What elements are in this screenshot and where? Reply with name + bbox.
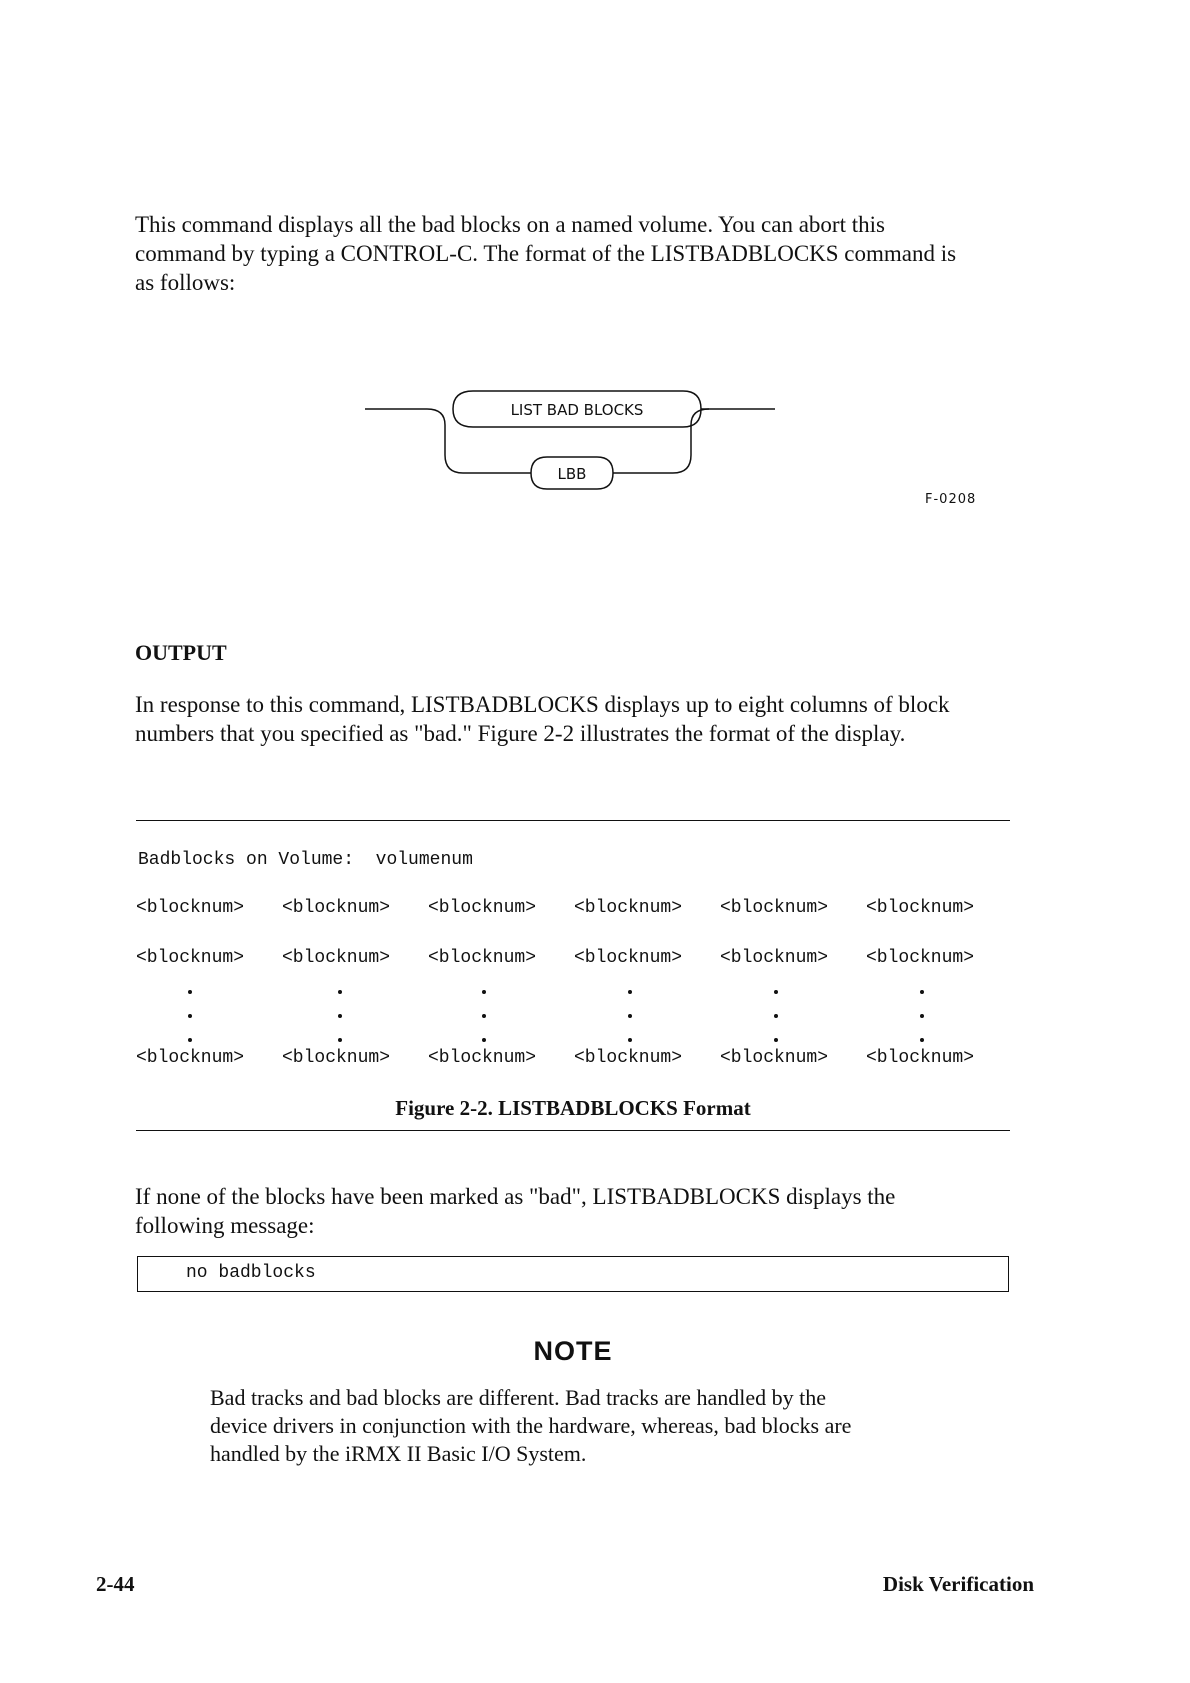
ellipsis-dot: [628, 1014, 632, 1018]
syntax-diagram: [365, 385, 785, 505]
entry-line: [365, 409, 531, 473]
intro-line: command by typing a CONTROL-C. The format of the LISTBADBLOCKS command is: [135, 241, 957, 266]
output-heading: OUTPUT: [135, 640, 227, 665]
blocknum-cell: <blocknum>: [428, 898, 537, 918]
blocknum-cell: <blocknum>: [282, 898, 391, 918]
blocknum-cell: <blocknum>: [282, 948, 391, 968]
output-paragraph: [135, 690, 1035, 748]
blocknum-cell: <blocknum>: [866, 1048, 975, 1068]
blocknum-cell: <blocknum>: [574, 898, 683, 918]
volume-line: [138, 850, 473, 870]
ellipsis-dot: [628, 1038, 632, 1042]
none-paragraph: [135, 1182, 1035, 1240]
blocknum-cell: <blocknum>: [282, 1048, 391, 1068]
ellipsis-dot: [920, 1038, 924, 1042]
blocknum-cell: <blocknum>: [136, 898, 245, 918]
ellipsis-dot: [482, 1038, 486, 1042]
ellipsis-dot: [188, 1014, 192, 1018]
figure-id: F-0208: [925, 492, 977, 507]
ellipsis-dot: [338, 1038, 342, 1042]
intro-paragraph: [135, 210, 1005, 297]
ellipsis-dot: [920, 1014, 924, 1018]
ellipsis-dot: [482, 1014, 486, 1018]
blocknum-cell: <blocknum>: [720, 898, 829, 918]
message-box: [137, 1256, 1009, 1292]
none-line: If none of the blocks have been marked as "bad", LISTBADBLOCKS displays the: [135, 1184, 896, 1209]
option-lbb: LBB: [557, 465, 587, 483]
blocknum-cell: <blocknum>: [720, 948, 829, 968]
page-number: 2-44: [96, 1572, 135, 1596]
blocknum-cell: <blocknum>: [866, 898, 975, 918]
blocknum-cell: <blocknum>: [574, 1048, 683, 1068]
output-line: In response to this command, LISTBADBLOCKS displays up to eight columns of block: [135, 692, 950, 717]
blocknum-cell: <blocknum>: [428, 948, 537, 968]
note-title: NOTE: [533, 1336, 613, 1366]
none-line: following message:: [135, 1213, 315, 1238]
blocknum-cell: <blocknum>: [720, 1048, 829, 1068]
blocknum-cell: <blocknum>: [136, 948, 245, 968]
ellipsis-dot: [774, 1038, 778, 1042]
note-line: Bad tracks and bad blocks are different. Bad tracks are handled by the: [210, 1385, 826, 1410]
ellipsis-dot: [338, 1014, 342, 1018]
section-title: Disk Verification: [882, 1572, 1034, 1596]
volume-value: volumenum: [375, 850, 473, 870]
note-line: device drivers in conjunction with the hardware, whereas, bad blocks are: [210, 1413, 852, 1438]
ellipsis-dot: [774, 990, 778, 994]
ellipsis-dot: [920, 990, 924, 994]
figure-top-rule: [136, 820, 1010, 821]
intro-line: as follows:: [135, 270, 236, 295]
figure-bottom-rule: [136, 1130, 1010, 1131]
blocknum-cell: <blocknum>: [866, 948, 975, 968]
ellipsis-dot: [338, 990, 342, 994]
ellipsis-dot: [628, 990, 632, 994]
ellipsis-dot: [188, 990, 192, 994]
blocknum-cell: <blocknum>: [574, 948, 683, 968]
no-badblocks-message: no badblocks: [186, 1263, 316, 1283]
ellipsis-dot: [774, 1014, 778, 1018]
note-body: [210, 1384, 970, 1468]
volume-label: Badblocks on Volume:: [138, 850, 355, 870]
option-list-bad-blocks: LIST BAD BLOCKS: [510, 401, 644, 419]
note-line: handled by the iRMX II Basic I/O System.: [210, 1441, 587, 1466]
ellipsis-dot: [188, 1038, 192, 1042]
output-line: numbers that you specified as "bad." Figure 2-2 illustrates the format of the display.: [135, 721, 906, 746]
figure-caption: Figure 2-2. LISTBADBLOCKS Format: [395, 1096, 751, 1120]
blocknum-cell: <blocknum>: [428, 1048, 537, 1068]
ellipsis-dot: [482, 990, 486, 994]
intro-line: This command displays all the bad blocks on a named volume. You can abort this: [135, 212, 885, 237]
blocknum-cell: <blocknum>: [136, 1048, 245, 1068]
